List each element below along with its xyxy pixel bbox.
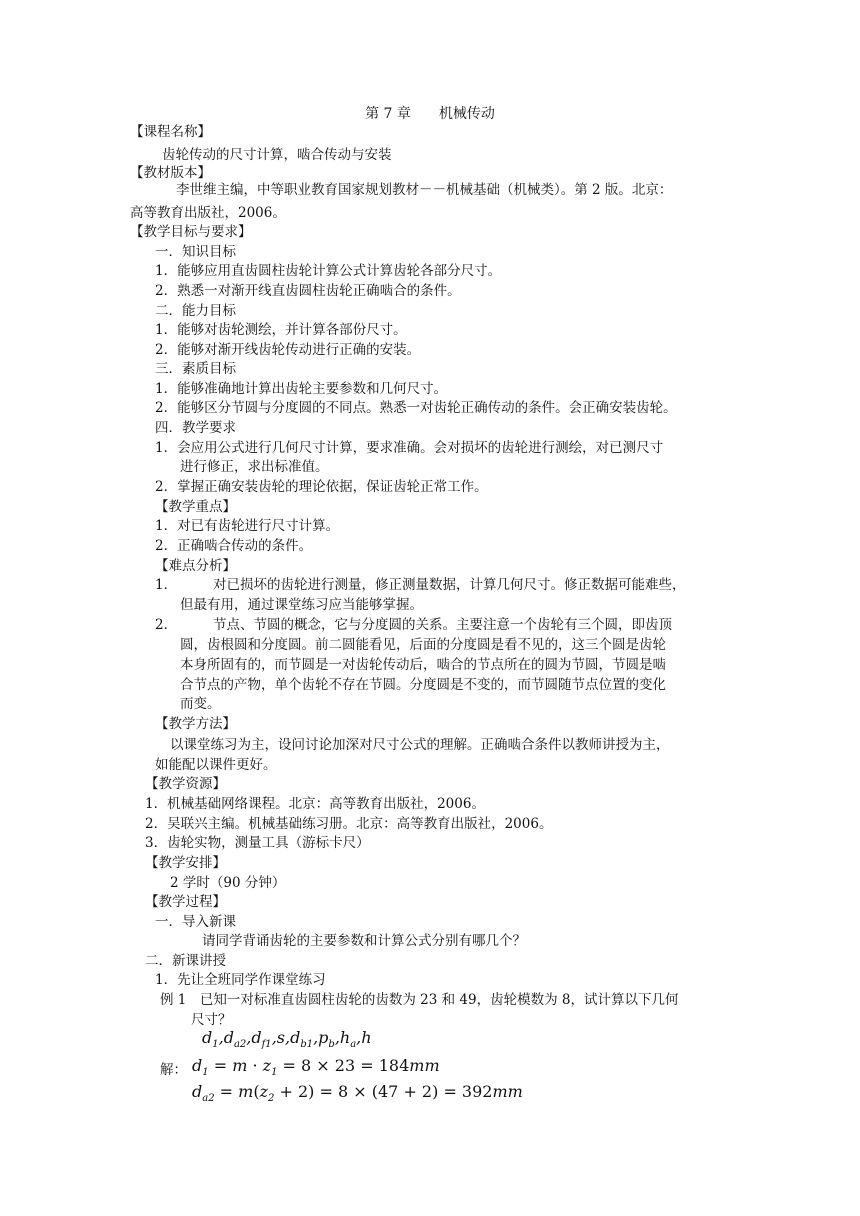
difficulty-item-1-line: 对已损坏的齿轮进行测量，修正测量数据，计算几何尺寸。修正数据可能难些，	[213, 577, 686, 593]
difficulty-item-2-number: 2．	[155, 617, 178, 633]
method-heading: 【教学方法】	[155, 716, 236, 732]
difficulty-item-2-line: 节点、节圆的概念，它与分度圆的关系。主要注意一个齿轮有三个圆，即齿顶	[213, 617, 672, 633]
ability-goal-label: 二．能力目标	[155, 303, 236, 319]
ability-goal-item: 2．能够对渐开线齿轮传动进行正确的安装。	[155, 342, 421, 358]
intro-label: 一．导入新课	[155, 914, 236, 930]
goals-heading: 【教学目标与要求】	[130, 224, 252, 240]
quality-goal-item: 1．能够准确地计算出齿轮主要参数和几何尺寸。	[155, 381, 448, 397]
difficulty-item-2-line: 合节点的产物，单个齿轮不存在节圆。分度圆是不变的，而节圆随节点位置的变化	[180, 677, 666, 693]
course-name-heading: 【课程名称】	[130, 124, 211, 140]
textbook-line-1: 李世维主编，中等职业教育国家规划教材－－机械基础（机械类）。第 2 版。北京：	[176, 182, 673, 198]
resources-heading: 【教学资源】	[145, 776, 226, 792]
quantities-formula: $d_1,d_{a2},d_{f1},s,d_{b1},p_b,h_a,h$	[202, 1028, 372, 1051]
requirements-item-1-line-2: 进行修正，求出标准值。	[180, 459, 329, 475]
schedule-heading: 【教学安排】	[145, 855, 226, 871]
example-1-line-2: 尺寸？	[191, 1012, 232, 1028]
new-lesson-label: 二．新课讲授	[145, 953, 226, 969]
method-line-2: 如能配以课件更好。	[155, 757, 277, 773]
key-point-item: 2．正确啮合传动的条件。	[155, 538, 313, 554]
key-points-heading: 【教学重点】	[155, 499, 236, 515]
schedule-text: 2 学时（90 分钟）	[170, 875, 286, 891]
difficulty-heading: 【难点分析】	[155, 558, 236, 574]
formula-da2: $d_{a2} = m(z_2 + 2) = 8 \times (47 + 2) = 392mm$	[192, 1082, 523, 1105]
requirements-item-2: 2．掌握正确安装齿轮的理论依据，保证齿轮正常工作。	[155, 479, 488, 495]
step-1: 1．先让全班同学作课堂练习	[155, 972, 326, 988]
knowledge-goal-label: 一．知识目标	[155, 244, 236, 260]
course-name-text: 齿轮传动的尺寸计算，啮合传动与安装	[162, 147, 392, 163]
requirements-label: 四．教学要求	[155, 420, 236, 436]
quality-goal-label: 三．素质目标	[155, 361, 236, 377]
resource-item: 1．机械基础网络课程。北京：高等教育出版社，2006。	[145, 796, 485, 812]
difficulty-item-1-number: 1．	[155, 577, 178, 593]
formula-d1: $d_1 = m \cdot z_1 = 8 \times 23 = 184mm$	[192, 1056, 440, 1079]
difficulty-item-2-line: 本身所固有的，而节圆是一对齿轮传动后，啮合的节点所在的圆为节圆，节圆是啮	[180, 657, 666, 673]
requirements-item-1-line-1: 1．会应用公式进行几何尺寸计算，要求准确。会对损坏的齿轮进行测绘，对已测尺寸	[155, 440, 664, 456]
method-line-1: 以课堂练习为主，设问讨论加深对尺寸公式的理解。正确啮合条件以教师讲授为主，	[170, 737, 670, 753]
quality-goal-item: 2．能够区分节圆与分度圆的不同点。熟悉一对齿轮正确传动的条件。会正确安装齿轮。	[155, 400, 677, 416]
difficulty-item-2-line: 而变。	[180, 696, 221, 712]
difficulty-item-2-line: 圆，齿根圆和分度圆。前二圆能看见，后面的分度圆是看不见的，这三个圆是齿轮	[180, 637, 666, 653]
difficulty-item-1-line: 但最有用，通过课堂练习应当能够掌握。	[180, 597, 423, 613]
intro-text: 请同学背诵齿轮的主要参数和计算公式分别有哪几个？	[202, 933, 526, 949]
process-heading: 【教学过程】	[145, 894, 226, 910]
knowledge-goal-item: 1．能够应用直齿圆柱齿轮计算公式计算齿轮各部分尺寸。	[155, 263, 502, 279]
textbook-heading: 【教材版本】	[130, 165, 211, 181]
resource-item: 3．齿轮实物，测量工具（游标卡尺）	[145, 835, 370, 851]
ability-goal-item: 1．能够对齿轮测绘，并计算各部份尺寸。	[155, 322, 407, 338]
knowledge-goal-item: 2．熟悉一对渐开线直齿圆柱齿轮正确啮合的条件。	[155, 283, 461, 299]
solution-label: 解：	[160, 1062, 187, 1078]
key-point-item: 1．对已有齿轮进行尺寸计算。	[155, 518, 340, 534]
textbook-line-2: 高等教育出版社，2006。	[130, 205, 286, 221]
chapter-title: 第 7 章 机械传动	[365, 106, 495, 122]
resource-item: 2．吴联兴主编。机械基础练习册。北京：高等教育出版社，2006。	[145, 816, 553, 832]
example-1-line-1: 例 1 已知一对标准直齿圆柱齿轮的齿数为 23 和 49，齿轮模数为 8，试计算以下几何	[160, 992, 679, 1008]
